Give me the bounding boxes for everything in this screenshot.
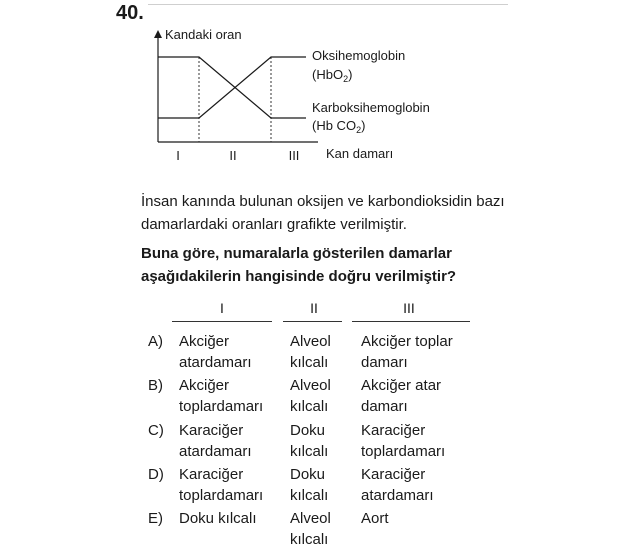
option-col2-line1: Alveol xyxy=(290,333,331,350)
column-header-1: I xyxy=(220,300,224,316)
question-text: Buna göre, numaralarla gösterilen damarlar aşağıdakilerin hangisinde doğru verilmiştir? xyxy=(141,245,457,285)
option-col2-line1: Doku xyxy=(290,422,326,439)
legend-karboksihemoglobin-formula: (Hb $CO_2$) xyxy=(312,118,366,135)
option-letter: C) xyxy=(148,422,164,439)
legend-oksihemoglobin-name: Oksihemoglobin xyxy=(312,48,406,63)
option-col1-line1: Doku kılcalı xyxy=(179,510,257,527)
option-col3-line1: Akciğer atar xyxy=(361,377,442,394)
option-col2-line2: kılcalı xyxy=(290,398,329,415)
option-col1-line1: Karaciğer xyxy=(179,422,244,439)
option-letter: D) xyxy=(148,466,164,483)
option-col3-line2: atardamarı xyxy=(361,487,434,504)
option-col1-line2: toplardamarı xyxy=(179,487,264,504)
option-col1-line2: atardamarı xyxy=(179,354,252,371)
line-oksihemoglobin xyxy=(158,57,306,118)
option-letter: E) xyxy=(148,510,163,527)
option-col2-line1: Alveol xyxy=(290,377,331,394)
option-col1-line2: toplardamarı xyxy=(179,398,264,415)
option-col3-line2: damarı xyxy=(361,398,408,415)
y-axis-arrow-icon xyxy=(154,30,162,38)
legend-oksihemoglobin-formula: (HbO$_2$) xyxy=(312,67,353,84)
option-col1-line1: Akciğer xyxy=(179,377,230,394)
option-col2-line2: kılcalı xyxy=(290,531,329,548)
legend-karboksihemoglobin-name: Karboksihemoglobin xyxy=(312,100,430,115)
column-header-2: II xyxy=(310,300,318,316)
option-col1-line1: Karaciğer xyxy=(179,466,244,483)
option-letter: A) xyxy=(148,333,163,350)
line-graph xyxy=(0,0,626,180)
x-axis-label: Kan damarı xyxy=(326,146,394,161)
column-underline-2 xyxy=(283,321,342,322)
option-col3-line1: Aort xyxy=(361,510,389,527)
column-header-3: III xyxy=(403,300,415,316)
option-col2-line2: kılcalı xyxy=(290,443,329,460)
option-col3-line1: Karaciğer xyxy=(361,466,426,483)
column-underline-3 xyxy=(352,321,470,322)
option-col3-line1: Karaciğer xyxy=(361,422,426,439)
option-col3-line2: damarı xyxy=(361,354,408,371)
option-col2-line1: Alveol xyxy=(290,510,331,527)
intro-text: İnsan kanında bulunan oksijen ve karbondioksidin bazı damarlardaki oranları grafikte verilmiştir. xyxy=(141,193,505,233)
y-axis-label: Kandaki oran xyxy=(165,27,242,42)
line-karboksihemoglobin xyxy=(158,57,306,118)
question-number: 40. xyxy=(116,2,144,24)
option-col3-line2: toplardamarı xyxy=(361,443,446,460)
option-col2-line2: kılcalı xyxy=(290,354,329,371)
x-tick-3: III xyxy=(288,148,300,163)
column-underline-1 xyxy=(172,321,272,322)
option-letter: B) xyxy=(148,377,163,394)
option-col3-line1: Akciğer toplar xyxy=(361,333,453,350)
option-col1-line2: atardamarı xyxy=(179,443,252,460)
option-col2-line1: Doku xyxy=(290,466,326,483)
x-tick-1: I xyxy=(176,148,180,163)
x-tick-2: II xyxy=(229,148,237,163)
option-col1-line1: Akciğer xyxy=(179,333,230,350)
option-col2-line2: kılcalı xyxy=(290,487,329,504)
